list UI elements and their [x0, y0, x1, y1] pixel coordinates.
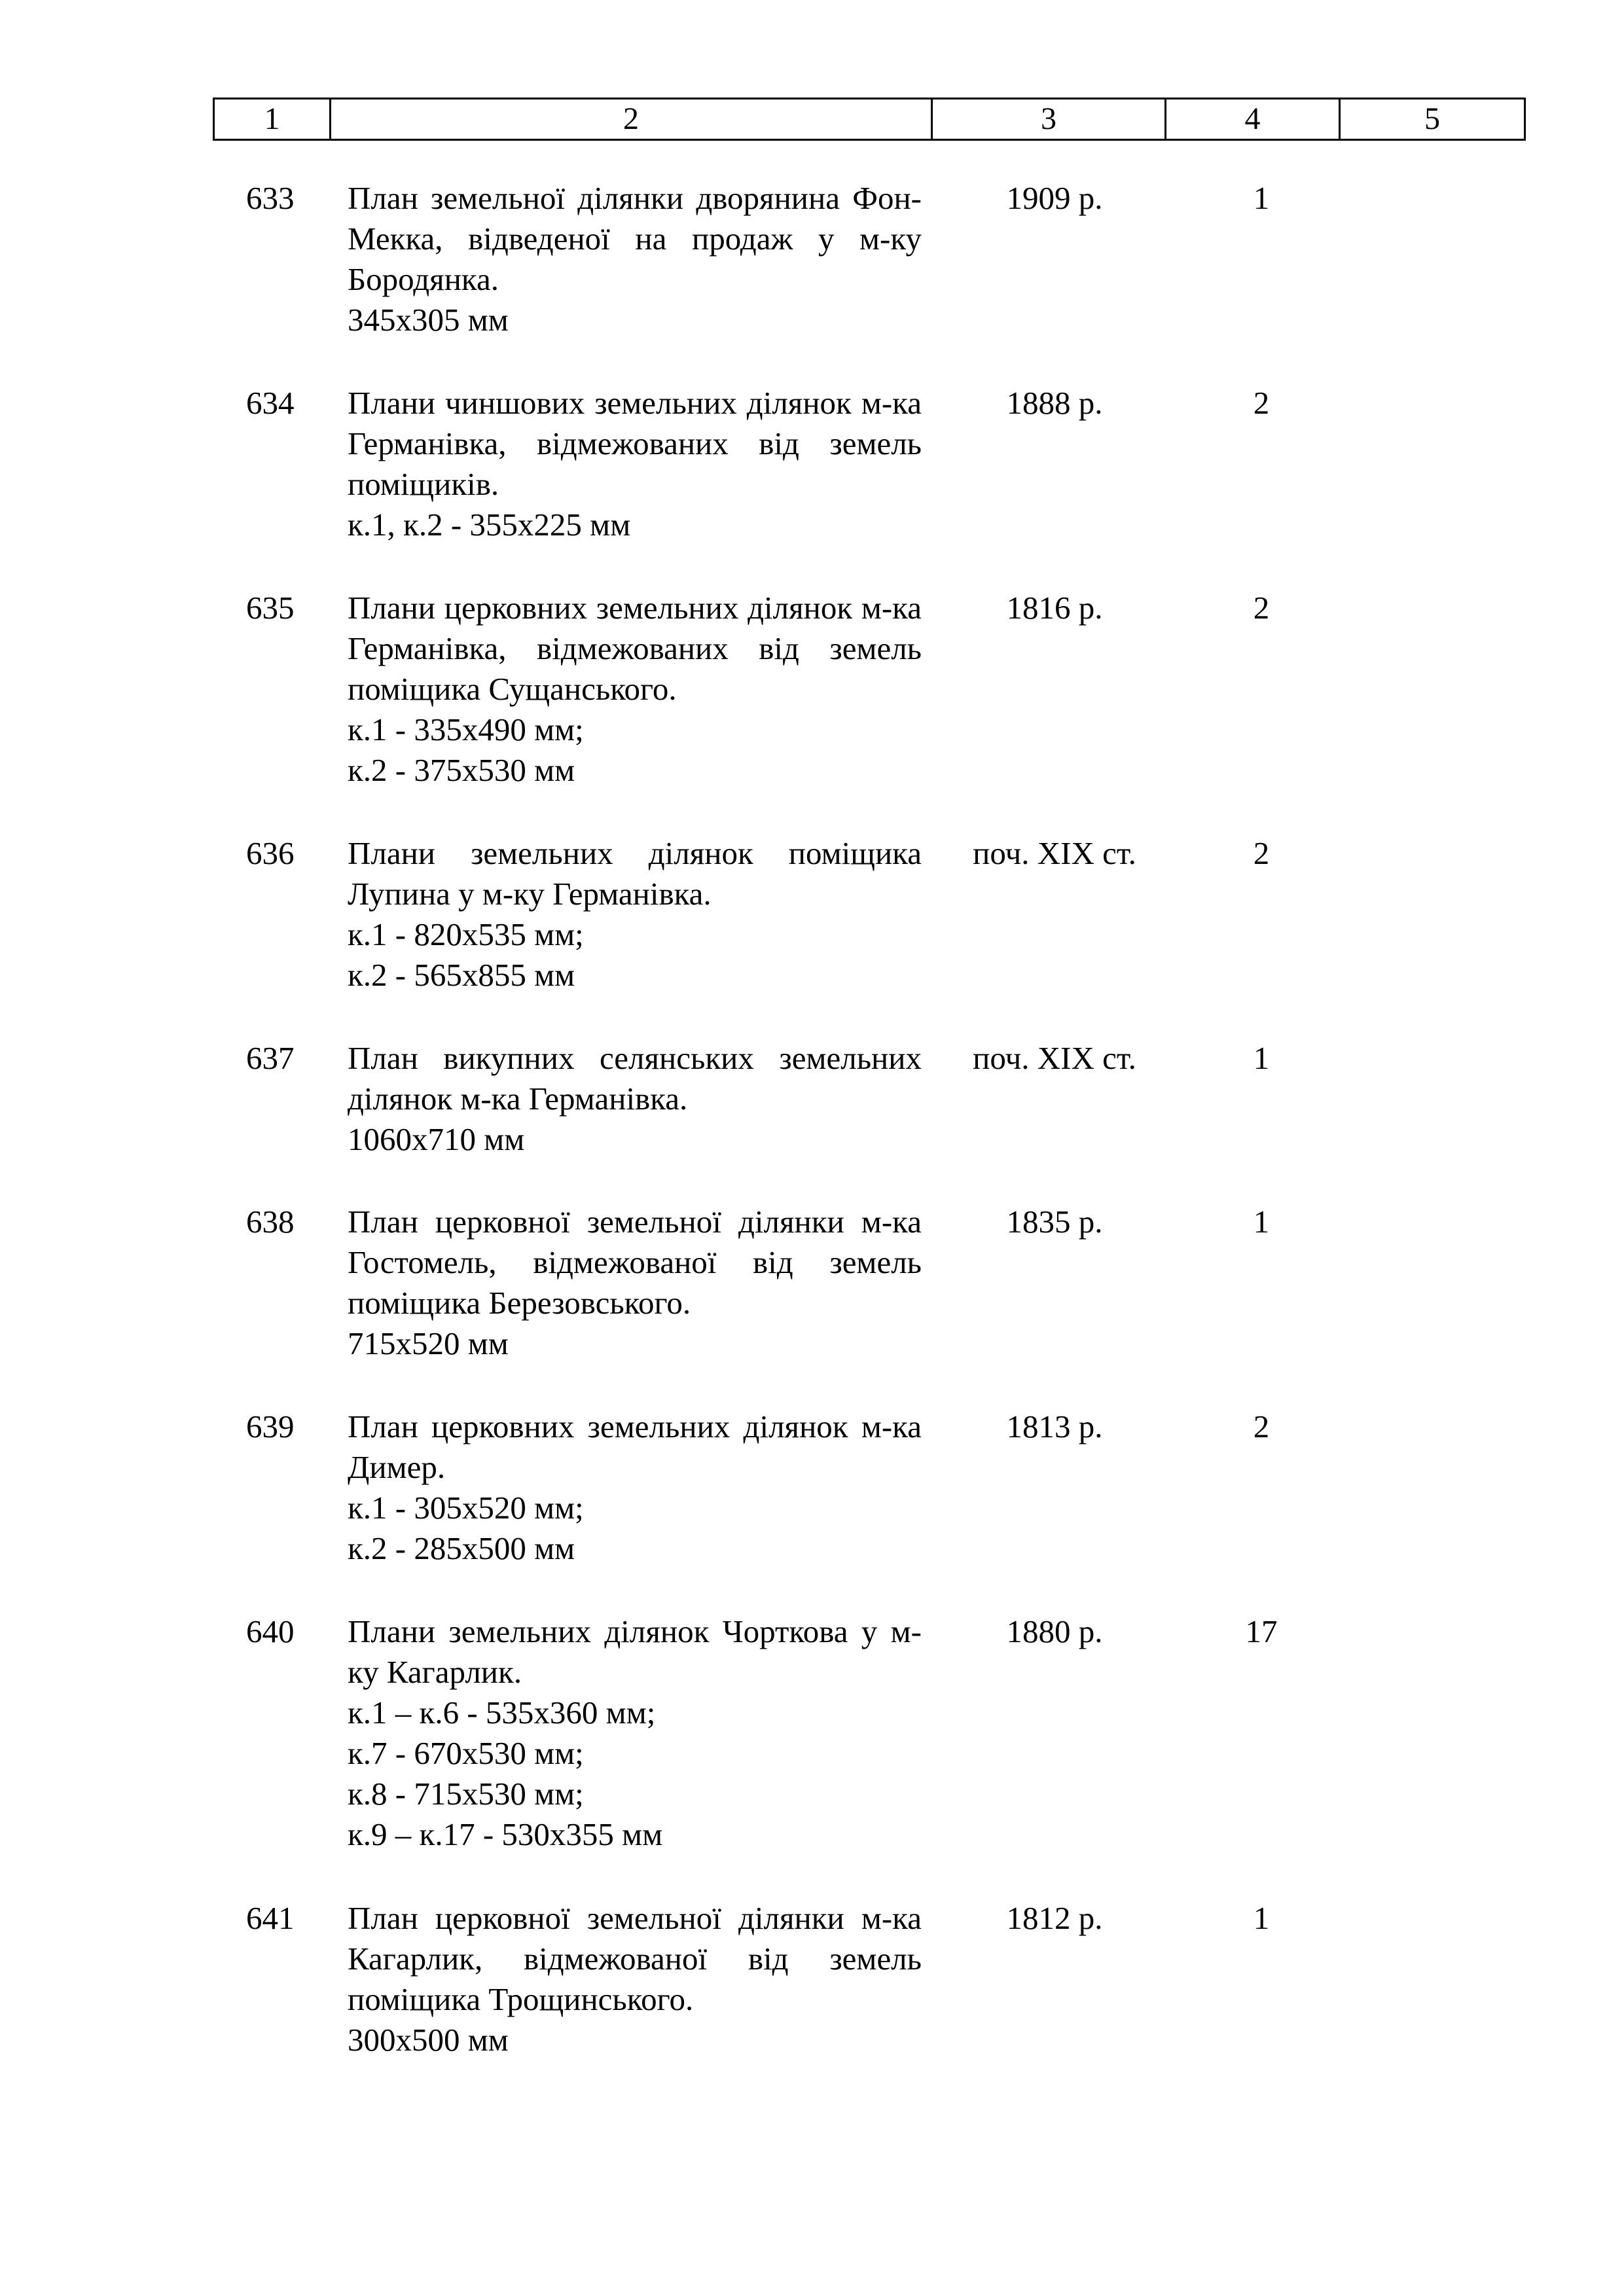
- entry-size: к.1 – к.6 - 535х360 мм;: [348, 1695, 656, 1731]
- entry-size: к.8 - 715х530 мм;: [348, 1776, 584, 1812]
- entry-description-block: [348, 383, 922, 545]
- entry-description-block: [348, 588, 922, 791]
- entry-size: 345х305 мм: [348, 302, 509, 338]
- entry-count: 2: [1253, 385, 1270, 421]
- column-header-2: 2: [331, 99, 932, 140]
- entry-size: к.1 - 820х535 мм;: [348, 916, 584, 952]
- entry-number: 636: [246, 835, 295, 871]
- entry-description: Плани земельних ділянок Чорткова у м-ку Кагарлик.: [348, 1613, 922, 1690]
- entry-size: к.7 - 670х530 мм;: [348, 1735, 584, 1771]
- entry-description: План викупних селянських земельних ділянок м-ка Германівка.: [348, 1040, 922, 1117]
- entry-description-block: [348, 1038, 922, 1160]
- entry-description: План церковної земельної ділянки м-ка Гостомель, відмежованої від земель поміщика Березовського.: [348, 1204, 922, 1321]
- entry-size: к.2 - 285х500 мм: [348, 1530, 575, 1566]
- entry-size: к.2 - 565х855 мм: [348, 957, 575, 993]
- entry-size: к.9 – к.17 - 530х355 мм: [348, 1816, 663, 1852]
- entry-date: 1816 р.: [1006, 590, 1103, 626]
- entry-description: План земельної ділянки дворянина Фон-Мекка, відведеної на продаж у м-ку Бородянка.: [348, 180, 922, 297]
- entry-date: 1880 р.: [1006, 1613, 1103, 1649]
- entry-size: к.1 - 305х520 мм;: [348, 1490, 584, 1526]
- entry-description: План церковної земельної ділянки м-ка Кагарлик, відмежованої від земель поміщика Трощинського.: [348, 1900, 922, 2017]
- entry-number: 634: [246, 385, 295, 421]
- entry-date: поч. ХІХ ст.: [973, 1040, 1136, 1076]
- entry-count: 17: [1245, 1613, 1278, 1649]
- entry-description-block: [348, 178, 922, 340]
- entry-count: 2: [1253, 1408, 1270, 1444]
- column-header-3: 3: [932, 99, 1166, 140]
- entry-date: 1812 р.: [1006, 1900, 1103, 1936]
- entry-count: 2: [1253, 590, 1270, 626]
- entry-count: 2: [1253, 835, 1270, 871]
- column-header-4: 4: [1166, 99, 1340, 140]
- entry-description: План церковних земельних ділянок м-ка Димер.: [348, 1408, 922, 1485]
- column-header-1: 1: [214, 99, 331, 140]
- entry-date: 1888 р.: [1006, 385, 1103, 421]
- entry-number: 638: [246, 1204, 295, 1240]
- entry-size: к.1 - 335х490 мм;: [348, 711, 584, 747]
- entry-description: Плани церковних земельних ділянок м-ка Германівка, відмежованих від земель поміщика Сущанського.: [348, 590, 922, 707]
- entry-number: 640: [246, 1613, 295, 1649]
- entry-count: 1: [1253, 1204, 1270, 1240]
- entry-size: 1060х710 мм: [348, 1121, 525, 1157]
- entry-count: 1: [1253, 1900, 1270, 1936]
- entry-description: Плани земельних ділянок поміщика Лупина у м-ку Германівка.: [348, 835, 922, 912]
- entry-number: 641: [246, 1900, 295, 1936]
- entry-size: 715х520 мм: [348, 1325, 509, 1361]
- entry-description-block: [348, 833, 922, 996]
- entry-number: 633: [246, 180, 295, 216]
- entry-date: 1813 р.: [1006, 1408, 1103, 1444]
- entry-description-block: [348, 1898, 922, 2060]
- entry-size: 300х500 мм: [348, 2022, 509, 2058]
- column-header-row: [214, 99, 1525, 140]
- entry-number: 639: [246, 1408, 295, 1444]
- entry-number: 637: [246, 1040, 295, 1076]
- entry-count: 1: [1253, 180, 1270, 216]
- column-header-table: [213, 98, 1526, 141]
- column-header-5: 5: [1340, 99, 1525, 140]
- entry-size: к.2 - 375х530 мм: [348, 752, 575, 788]
- entry-description-block: [348, 1202, 922, 1364]
- entry-count: 1: [1253, 1040, 1270, 1076]
- entry-date: поч. ХІХ ст.: [973, 835, 1136, 871]
- entry-description: Плани чиншових земельних ділянок м-ка Германівка, відмежованих від земель поміщиків.: [348, 385, 922, 502]
- entry-date: 1909 р.: [1006, 180, 1103, 216]
- entry-description-block: [348, 1611, 922, 1855]
- entry-size: к.1, к.2 - 355х225 мм: [348, 507, 631, 543]
- entry-description-block: [348, 1407, 922, 1569]
- entry-date: 1835 р.: [1006, 1204, 1103, 1240]
- entry-number: 635: [246, 590, 295, 626]
